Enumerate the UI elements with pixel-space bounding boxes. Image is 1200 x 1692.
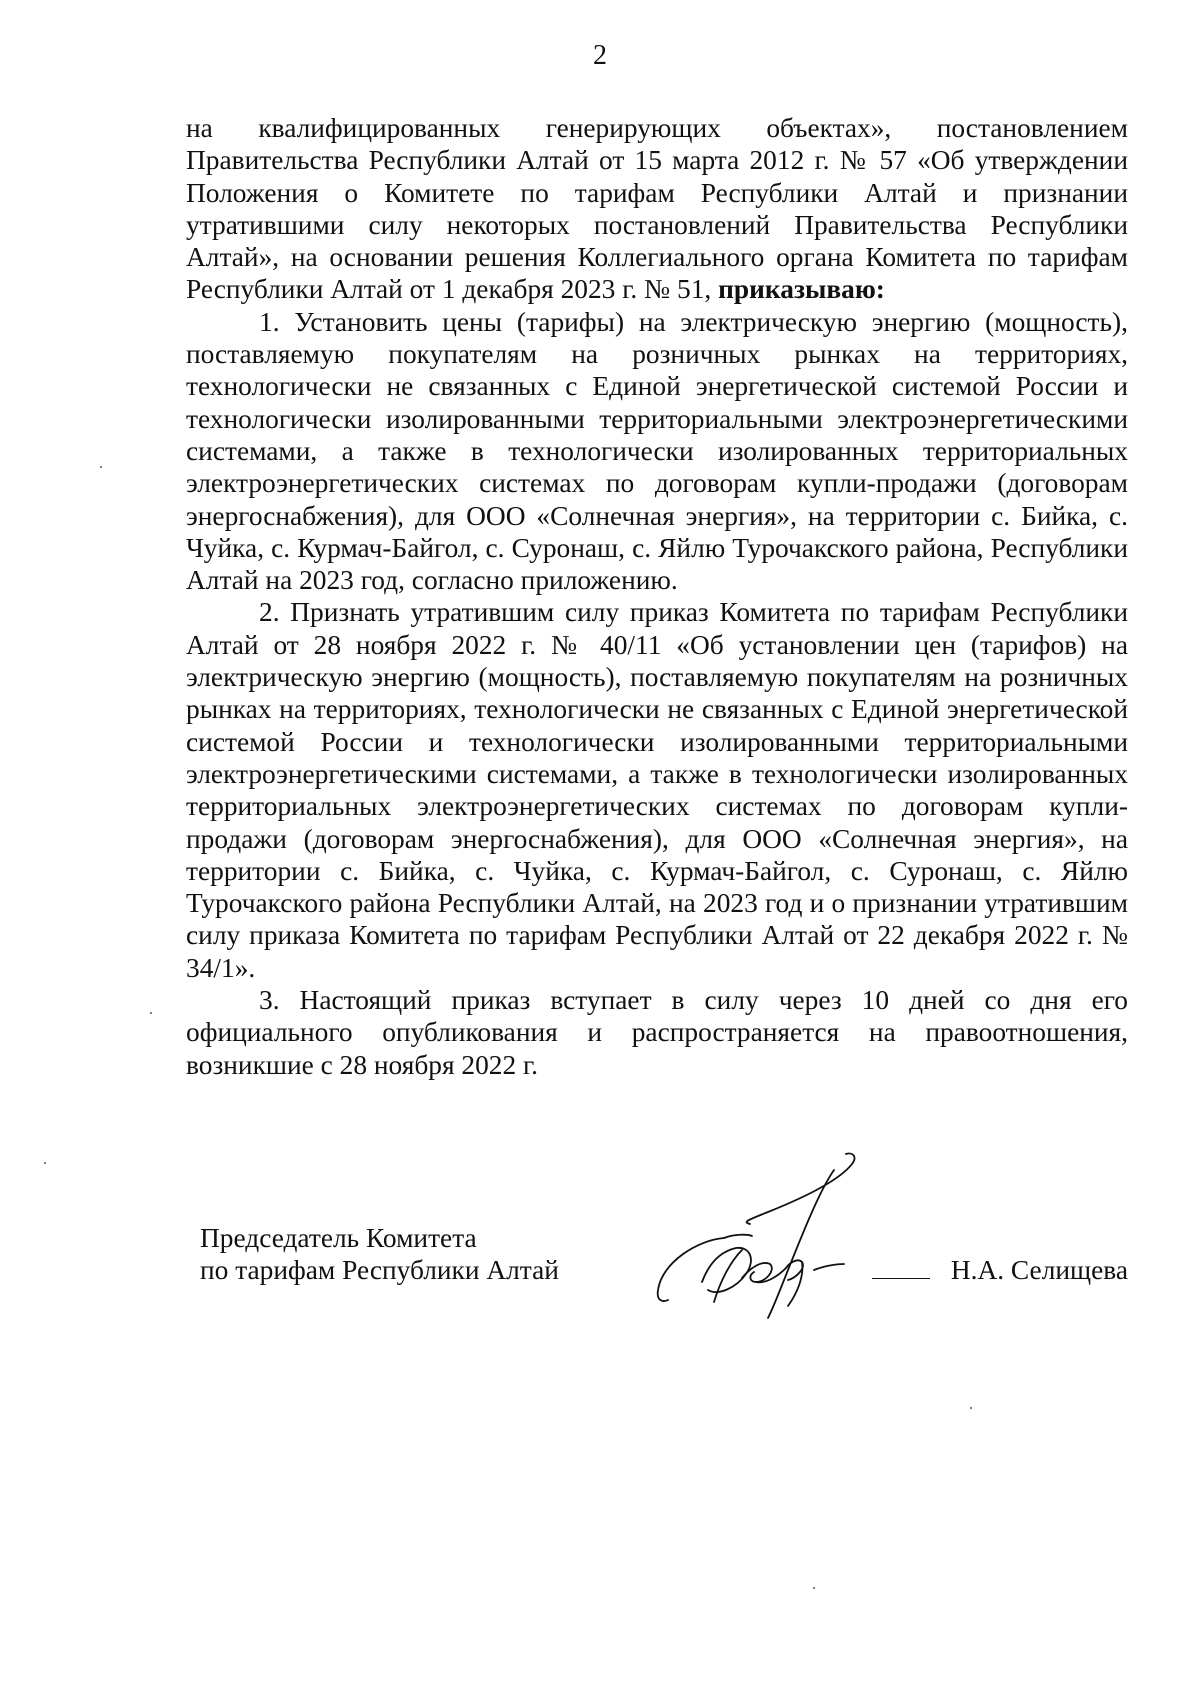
page-number: 2 — [593, 40, 607, 71]
scan-speck — [813, 1587, 815, 1589]
document-body — [186, 112, 1128, 1081]
scan-speck — [970, 1407, 972, 1409]
preamble-text: на квалифицированных генерирующих объектах», постановлением Правительства Республики Алтай от 15 марта 2012 г. № 57 «Об утверждении Положения о Комитете по тарифам Республики Алтай и признании утратившими силу некоторых постановлений Правительства Республики Алтай», на основании решения Коллегиального органа Комитета по тарифам Республики Алтай от 1 декабря 2023 г. № 51, — [186, 113, 1128, 305]
signer-title — [200, 1222, 559, 1287]
paragraph-preamble — [186, 112, 1128, 306]
order-keyword: приказываю: — [718, 274, 885, 305]
handwritten-signature — [638, 1150, 898, 1320]
signer-title-line-2: по тарифам Республики Алтай — [200, 1255, 559, 1286]
scan-speck — [100, 466, 102, 468]
paragraph-item-1: 1. Установить цены (тарифы) на электрическую энергию (мощность), поставляемую покупателям на розничных рынках на территориях, технологически не связанных с Единой энергетической системой России и технологически изолированными территориальными электроэнергетическими системами, а также в технологически изолированных территориальных электроэнергетических системах по договорам купли-продажи (договорам энергоснабжения), для ООО «Солнечная энергия», на территории с. Бийка, с. Чуйка, с. Курмач-Байгол, с. Суронаш, с. Яйлю Турочакского района, Республики Алтай на 2023 год, согласно приложению. — [186, 306, 1128, 596]
signature-line — [872, 1278, 930, 1279]
signer-name: Н.А. Селищева — [950, 1255, 1128, 1285]
paragraph-item-2: 2. Признать утратившим силу приказ Комитета по тарифам Республики Алтай от 28 ноября 2022 г. № 40/11 «Об установлении цен (тарифов) на электрическую энергию (мощность), поставляемую покупателям на розничных рынках на территориях, технологически не связанных с Единой энергетической системой России и технологически изолированными территориальными электроэнергетическими системами, а также в технологически изолированных территориальных электроэнергетических системах по договорам купли-продажи (договорам энергоснабжения), для ООО «Солнечная энергия», на территории с. Бийка, с. Чуйка, с. Курмач-Байгол, с. Суронаш, с. Яйлю Турочакского района Республики Алтай, на 2023 год и о признании утратившим силу приказа Комитета по тарифам Республики Алтай от 22 декабря 2022 г. № 34/1». — [186, 597, 1128, 983]
paragraph-item-3: 3. Настоящий приказ вступает в силу через 10 дней со дня его официального опубликования и распространяется на правоотношения, возникшие с 28 ноября 2022 г. — [186, 985, 1128, 1080]
signature-block — [200, 1222, 1128, 1342]
signer-title-line-1: Председатель Комитета — [200, 1223, 477, 1253]
scan-speck — [150, 1012, 152, 1014]
scan-speck — [44, 1162, 46, 1164]
